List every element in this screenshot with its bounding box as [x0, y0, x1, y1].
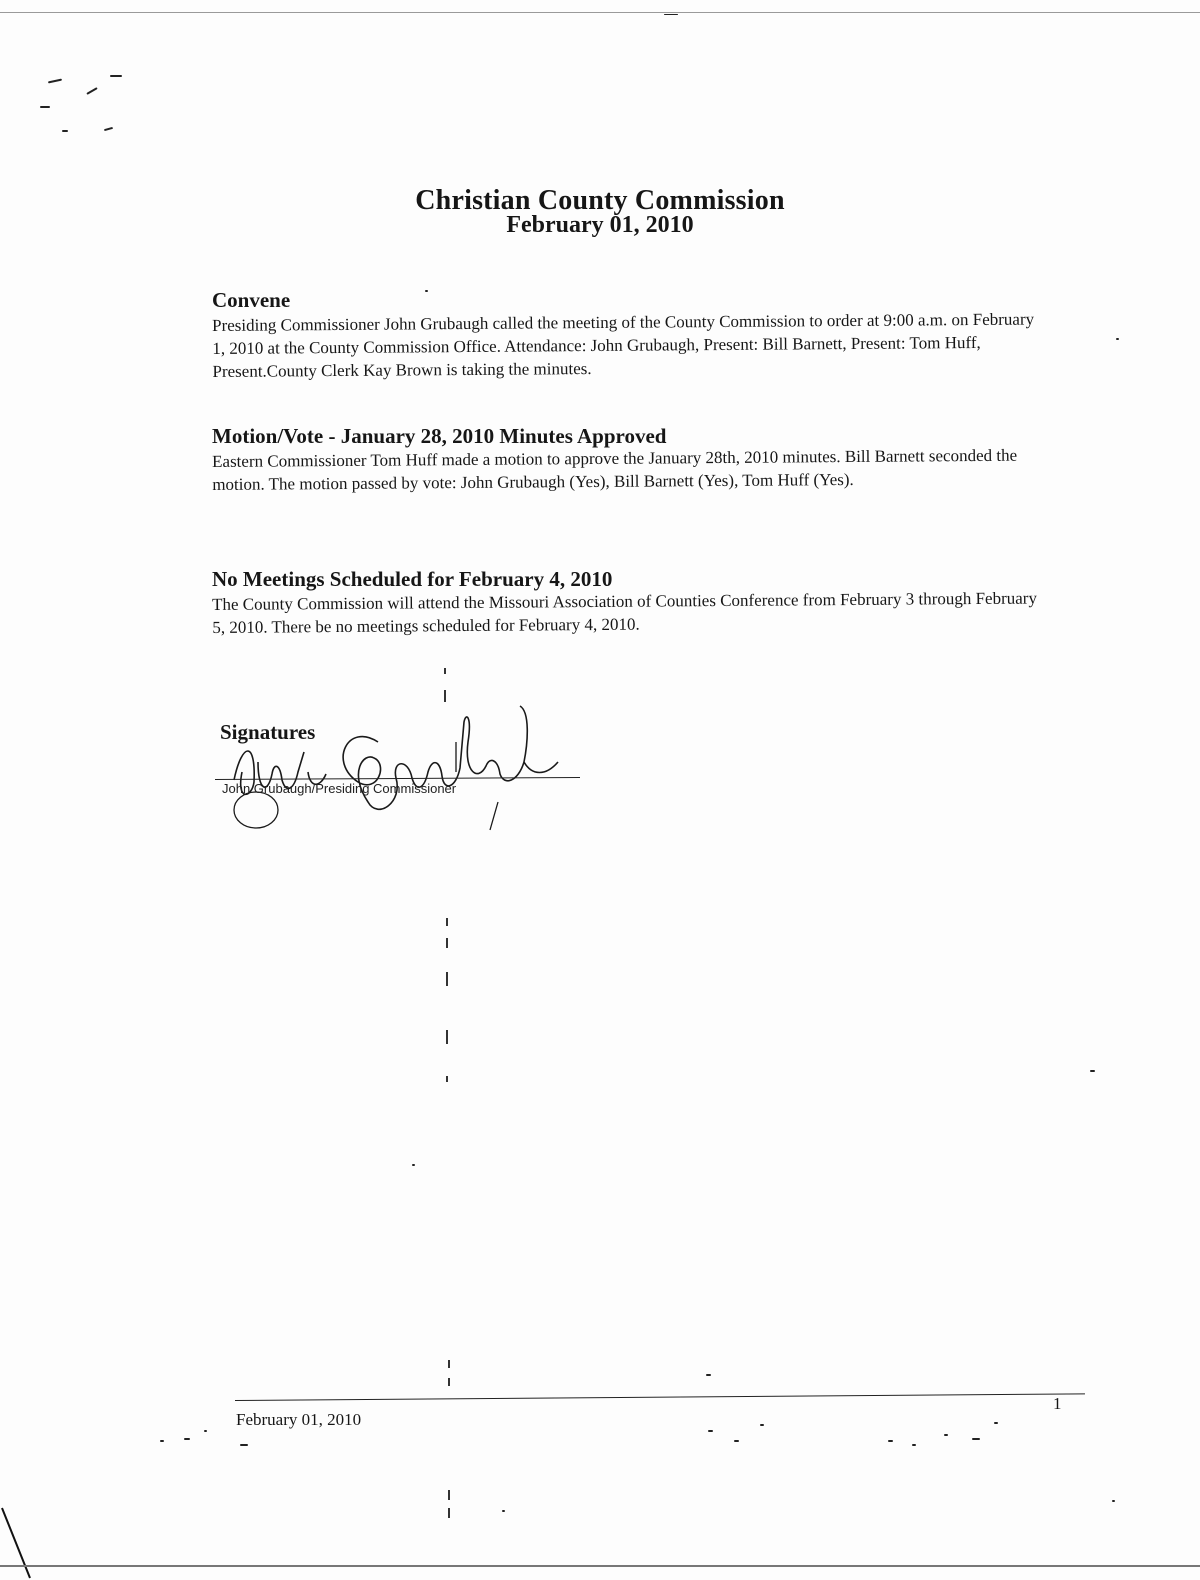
scan-speck: [160, 1440, 164, 1442]
scan-speck: [1116, 338, 1119, 340]
fold-mark: [446, 1030, 448, 1044]
scan-speck: [104, 127, 113, 131]
scan-speck: [734, 1440, 739, 1442]
scan-speck: [1090, 1070, 1095, 1072]
scan-speck: [502, 1510, 505, 1512]
scan-speck: [944, 1434, 948, 1436]
fold-mark: [448, 1360, 450, 1368]
meeting-date: February 01, 2010: [506, 212, 694, 238]
scan-speck: [912, 1444, 916, 1446]
scan-speck: [760, 1424, 764, 1426]
scan-speck: [184, 1438, 190, 1440]
fold-mark: [446, 972, 448, 986]
scan-speck: [664, 14, 678, 15]
scan-speck: [48, 79, 62, 84]
scan-speck: [708, 1430, 713, 1432]
scan-speck: [40, 106, 50, 108]
scan-edge-top: [0, 12, 1200, 13]
scan-speck: [62, 130, 68, 132]
document-title: Christian County Commission: [415, 184, 785, 216]
footer-date: February 01, 2010: [236, 1410, 362, 1429]
section-heading: Motion/Vote - January 28, 2010 Minutes Approved: [212, 424, 667, 448]
fold-mark: [446, 1076, 448, 1082]
section-body: Presiding Commissioner John Grubaugh called the meeting of the County Commission to order at 9:00 a.m. on February 1, 2010 at the County Commission Office. Attendance: John Grubaugh, Present: Bill Barnett, Present: Tom Huff, Present.County Clerk Kay Brown is taking the minutes.: [212, 309, 1035, 381]
fold-mark: [448, 1490, 450, 1500]
handwritten-signature: [228, 702, 588, 832]
fold-mark: [444, 668, 446, 674]
scan-speck: [972, 1438, 980, 1440]
fold-mark: [446, 938, 448, 948]
section-no-meetings: [212, 567, 1042, 639]
section-body: The County Commission will attend the Missouri Association of Counties Conference from February 3 through February 5, 2010. There be no meetings scheduled for February 4, 2010.: [212, 588, 1037, 637]
scan-speck: [994, 1422, 998, 1424]
fold-mark: [448, 1378, 450, 1386]
section-convene: [212, 288, 1042, 383]
fold-mark: [446, 918, 448, 926]
page-number: 1: [1053, 1394, 1062, 1413]
scan-speck: [240, 1444, 248, 1446]
fold-mark: [444, 690, 446, 702]
section-motion-vote: [212, 424, 1042, 496]
scan-speck: [110, 75, 122, 77]
signer-caption: John Grubaugh/Presiding Commissioner: [222, 781, 457, 796]
section-heading: Convene: [212, 288, 291, 312]
scan-speck: [204, 1430, 207, 1432]
scan-speck: [706, 1374, 711, 1376]
scan-artifact: [0, 1500, 40, 1580]
scan-edge-bottom: [0, 1565, 1200, 1567]
scan-speck: [412, 1164, 415, 1166]
fold-mark: [448, 1508, 450, 1518]
scan-speck: [1112, 1500, 1115, 1502]
footer-rule: [235, 1393, 1085, 1401]
signatures-heading: Signatures: [220, 720, 316, 744]
section-body: Eastern Commissioner Tom Huff made a motion to approve the January 28th, 2010 minutes. Bill Barnett seconded the motion. The motion passed by vote: John Grubaugh (Yes), Bill Barnett (Yes), Tom Huff (Yes).: [212, 445, 1018, 494]
section-heading: No Meetings Scheduled for February 4, 2010: [212, 567, 613, 591]
scan-speck: [86, 87, 97, 95]
scan-speck: [888, 1440, 893, 1442]
